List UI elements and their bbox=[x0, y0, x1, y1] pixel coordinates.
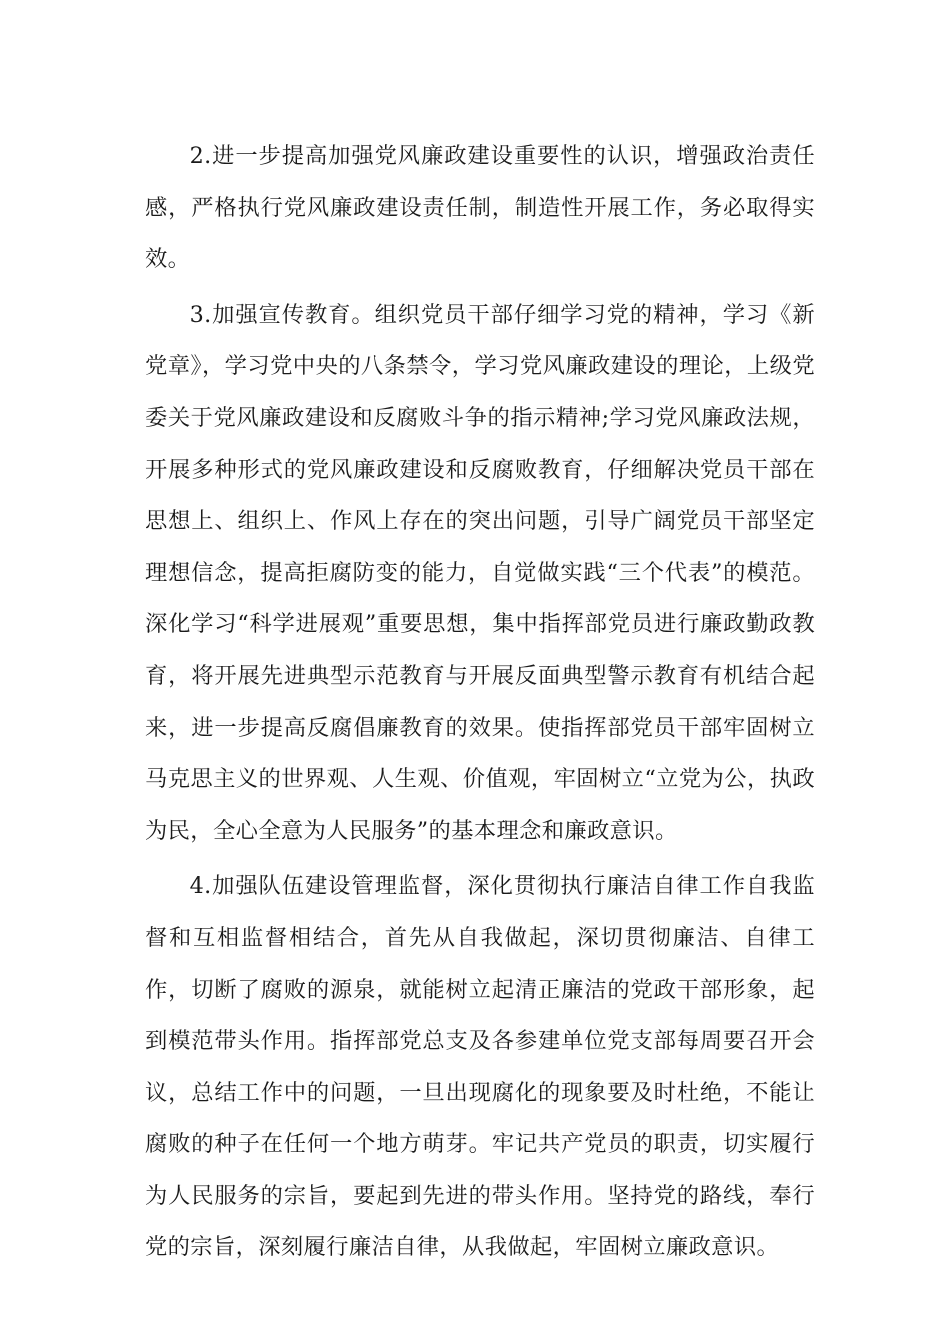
paragraph-item-2: 2.进一步提高加强党风廉政建设重要性的认识，增强政治责任感，严格执行党风廉政建设责任制，制造性开展工作，务必取得实效。 bbox=[145, 143, 815, 273]
paragraph-item-4: 4.加强队伍建设管理监督，深化贯彻执行廉洁自律工作自我监督和互相监督相结合，首先从自我做起，深切贯彻廉洁、自律工作，切断了腐败的源泉，就能树立起清正廉洁的党政干部形象，起到模范带头作用。指挥部党总支及各参建单位党支部每周要召开会议，总结工作中的问题，一旦出现腐化的现象要及时杜绝，不能让腐败的种子在任何一个地方萌芽。牢记共产党员的职责，切实履行为人民服务的宗旨，要起到先进的带头作用。坚持党的路线，奉行党的宗旨，深刻履行廉洁自律，从我做起，牢固树立廉政意识。 bbox=[145, 873, 815, 1261]
paragraph-item-3: 3.加强宣传教育。组织党员干部仔细学习党的精神，学习《新党章》，学习党中央的八条禁令，学习党风廉政建设的理论，上级党委关于党风廉政建设和反腐败斗争的指示精神;学习党风廉政法规，开展多种形式的党风廉政建设和反腐败教育，仔细解决党员干部在思想上、组织上、作风上存在的突出问题，引导广阔党员干部坚定理想信念，提高拒腐防变的能力，自觉做实践“三个代表”的模范。深化学习“科学进展观”重要思想，集中指挥部党员进行廉政勤政教育，将开展先进典型示范教育与开展反面典型警示教育有机结合起来，进一步提高反腐倡廉教育的效果。使指挥部党员干部牢固树立马克思主义的世界观、人生观、价值观，牢固树立“立党为公，执政为民，全心全意为人民服务”的基本理念和廉政意识。 bbox=[145, 301, 815, 844]
document-body bbox=[145, 131, 815, 1278]
